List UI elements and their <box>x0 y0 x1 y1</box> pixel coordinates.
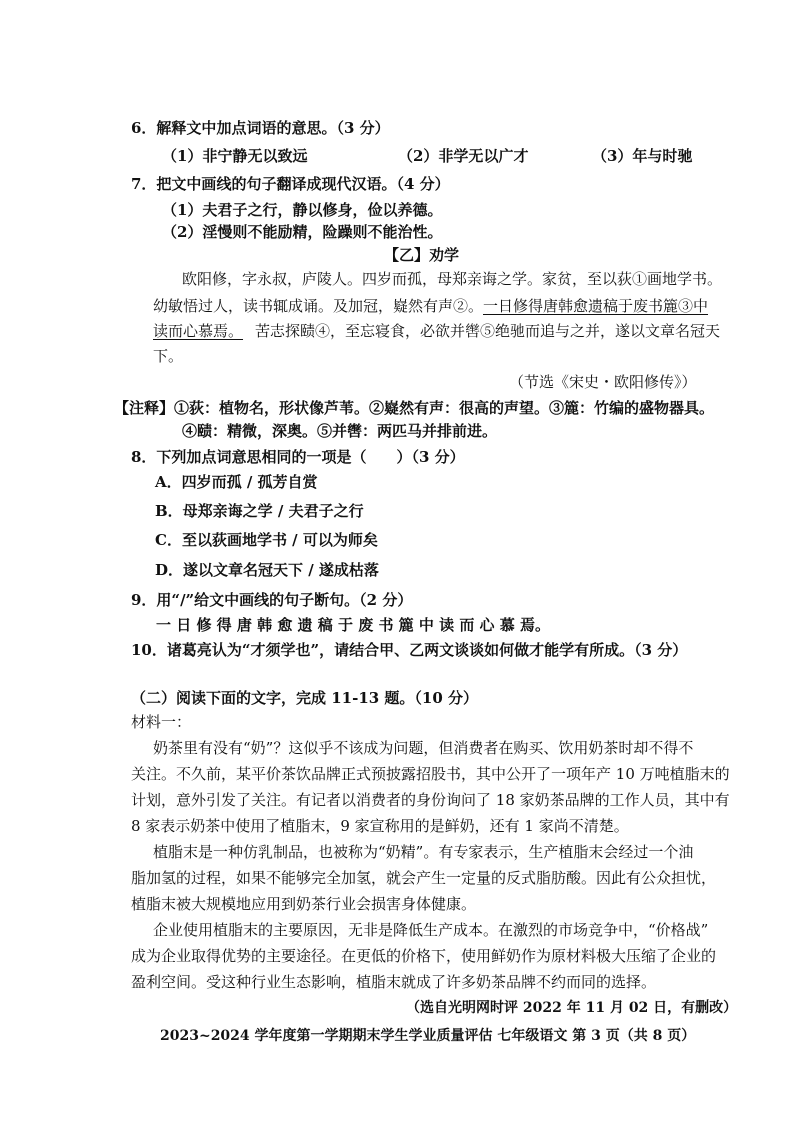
section2-p1-line-1: 奶茶里有没有“奶”？这似乎不该成为问题，但消费者在购买、饮用奶茶时却不得不 <box>153 739 694 757</box>
section2-p2-line-2: 脂加氢的过程，如果不能够完全加氢，就会产生一定量的反式脂肪酸。因此有公众担忧， <box>131 869 717 887</box>
section2-p3-line-3: 盈利空间。受这种行业生态影响，植脂末就成了许多奶茶品牌不约而同的选择。 <box>131 973 657 991</box>
notes-line-2: ④赜：精微，深奥。⑤并辔：两匹马并排前进。 <box>182 422 498 440</box>
q8-option-b: B．母郑亲诲之学 / 夫君子之行 <box>155 502 364 520</box>
q7-item-1: （1）夫君子之行，静以修身，俭以养德。 <box>162 201 443 219</box>
section2-p2-line-1: 植脂末是一种仿乳制品，也被称为“奶精”。有专家表示，生产植脂末会经过一个油 <box>153 843 694 861</box>
q9-sentence: 一 日 修 得 唐 韩 愈 遗 稿 于 废 书 簏 中 读 而 心 慕 焉。 <box>156 616 551 634</box>
q6-stem: 6．解释文中加点词语的意思。（3 分） <box>131 119 390 137</box>
q7-item-2: （2）淫慢则不能励精，险躁则不能治性。 <box>162 223 443 241</box>
q8-stem: 8．下列加点词意思相同的一项是（ ）（3 分） <box>131 448 465 466</box>
section2-p3-line-1: 企业使用植脂末的主要原因，无非是降低生产成本。在激烈的市场竞争中，“价格战” <box>153 921 709 939</box>
section2-material-label: 材料一： <box>131 713 192 731</box>
section2-heading: （二）阅读下面的文字，完成 11-13 题。（10 分） <box>131 689 479 707</box>
section2-p1-line-4: 8 家表示奶茶中使用了植脂末，9 家宣称用的是鲜奶，还有 1 家尚不清楚。 <box>131 817 629 835</box>
q10-stem: 10．诸葛亮认为“才须学也”，请结合甲、乙两文谈谈如何做才能学有所成。（3 分） <box>131 641 688 659</box>
q7-stem: 7．把文中画线的句子翻译成现代汉语。（4 分） <box>131 175 450 193</box>
q8-option-a: A．四岁而孤 / 孤芳自赏 <box>155 473 318 491</box>
q8-option-c: C．至以荻画地学书 / 可以为师矣 <box>155 531 378 549</box>
q6-item-1: （1）非宁静无以致远 <box>162 147 308 165</box>
page-footer: 2023~2024 学年度第一学期期末学生学业质量评估 七年级语文 第 3 页（共 8 页） <box>160 1028 696 1044</box>
passage-b-source: （节选《宋史・欧阳修传》） <box>509 373 697 391</box>
section2-p1-line-2: 关注。不久前，某平价茶饮品牌正式预披露招股书，其中公开了一项年产 10 万吨植脂末的 <box>131 765 730 783</box>
q6-item-3: （3）年与时驰 <box>592 147 693 165</box>
q9-stem: 9．用“/”给文中画线的句子断句。（2 分） <box>131 591 413 609</box>
q6-item-2: （2）非学无以广才 <box>398 147 529 165</box>
passage-b-line-1: 欧阳修，字永叔，庐陵人。四岁而孤，母郑亲诲之学。家贫，至以荻①画地学书。 <box>182 270 723 288</box>
passage-b-line-2: 幼敏悟过人，读书辄成诵。及加冠，嶷然有声②。 <box>153 297 484 315</box>
passage-b-underlined-2: 读而心慕焉。 <box>153 322 244 340</box>
section2-source: （选自光明网时评 2022 年 11 月 02 日，有删改） <box>406 1000 738 1016</box>
notes-line-1: 【注释】①荻：植物名，形状像芦苇。②嶷然有声：很高的声望。③簏：竹编的盛物器具。 <box>114 399 715 417</box>
section2-p1-line-3: 计划，意外引发了关注。有记者以消费者的身份询问了 18 家奶茶品牌的工作人员，其中有 <box>131 791 730 809</box>
section2-p3-line-2: 成为企业取得优势的主要途径。在更低的价格下，使用鲜奶作为原材料极大压缩了企业的 <box>131 947 717 965</box>
passage-b-underlined-1: 一日修得唐韩愈遗稿于废书簏③中 <box>483 297 709 315</box>
passage-b-line-5: 下。 <box>153 347 184 365</box>
passage-b-title: 【乙】劝学 <box>384 246 460 264</box>
section2-p2-line-3: 植脂末被大规模地应用到奶茶行业会损害身体健康。 <box>131 895 477 913</box>
q8-option-d: D．遂以文章名冠天下 / 遂成枯落 <box>155 561 379 579</box>
passage-b-line-4: 苦志探赜④，至忘寝食，必欲并辔⑤绝驰而追与之并，遂以文章名冠天 <box>255 322 721 340</box>
